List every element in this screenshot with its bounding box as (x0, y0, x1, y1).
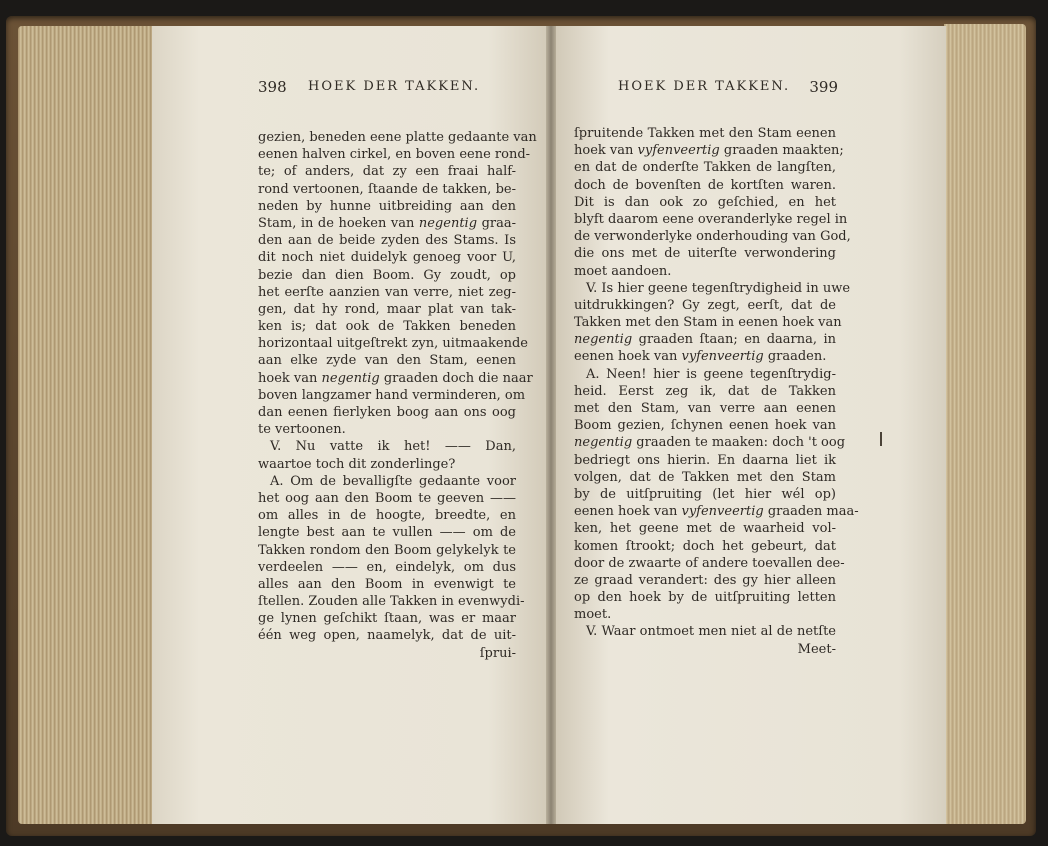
right-page-text (574, 125, 859, 658)
text-line: Stam, in de hoeken van negentig graa- (258, 215, 516, 231)
text-line: ſprui- (479, 645, 516, 661)
right-running-head (618, 78, 838, 98)
text-line: neden by hunne uitbreiding aan den (258, 198, 516, 214)
text-line: de verwonderlyke onderhouding van God, (574, 229, 851, 245)
text-line: het oog aan den Boom te geeven —— (258, 490, 516, 506)
text-line: V. Nu vatte ik het! —— Dan, (270, 439, 516, 455)
text-line: rond vertoonen, ſtaande de takken, be- (258, 181, 516, 197)
text-line: komen ſtrookt; doch het gebeurt, dat (574, 538, 836, 554)
text-line: ken is; dat ook de Takken beneden (258, 319, 516, 335)
text-line: A. Om de bevalligſte gedaante voor (270, 473, 516, 489)
text-line: bezie dan dien Boom. Gy zoudt, op (258, 267, 516, 283)
text-line: gezien, beneden eene platte gedaante van (258, 130, 537, 145)
text-line: waartoe toch dit zonderlinge? (258, 456, 456, 472)
page-edges-left (18, 26, 158, 824)
left-running-head (258, 78, 528, 98)
text-line: heid. Eerst zeg ik, dat de Takken (574, 383, 836, 399)
left-head-title: HOEK DER TAKKEN. (308, 79, 481, 94)
text-line: gen, dat hy rond, maar plat van tak- (258, 301, 516, 317)
page-edges-right (944, 24, 1026, 824)
text-line: dit noch niet duidelyk genoeg voor U, (258, 250, 516, 266)
right-head-title: HOEK DER TAKKEN. (618, 79, 791, 94)
text-line: Dit is dan ook zo geſchied, en het (574, 194, 836, 210)
text-line: volgen, dat de Takken met den Stam (574, 469, 836, 485)
left-page-text (258, 129, 537, 662)
text-line: eenen hoek van vyfenveertig graaden maa- (574, 504, 859, 520)
text-line: bedriegt ons hierin. En daarna liet ik (574, 452, 836, 468)
text-line: Meet- (797, 641, 836, 657)
left-page-number: 398 (258, 78, 287, 96)
text-line: dan eenen fierlyken boog aan ons oog (258, 405, 516, 420)
text-line: by de uitſpruiting (let hier wél op) (574, 486, 836, 502)
text-line: den aan de beide zyden des Stams. Is (258, 233, 516, 249)
text-line: om alles in de hoogte, breedte, en (258, 508, 516, 524)
text-line: negentig graaden te maaken: doch 't oog (574, 435, 846, 451)
text-line: en dat de onderſte Takken de langſten, (574, 160, 836, 176)
text-line: lengte best aan te vullen —— om de (258, 525, 516, 541)
book-gutter (546, 26, 556, 824)
text-line: het eerſte aanzien van verre, niet zeg- (258, 284, 516, 300)
text-line: moet aandoen. (574, 263, 672, 279)
text-line: Takken met den Stam in eenen hoek van (574, 315, 842, 331)
text-line: die ons met de uiterſte verwondering (574, 246, 836, 262)
text-line: horizontaal uitgeſtrekt zyn, uitmaakende (258, 336, 528, 352)
text-line: moet. (574, 607, 612, 623)
text-line: hoek van negentig graaden doch die naar (258, 370, 533, 386)
text-line: boven langzamer hand verminderen, om (258, 387, 526, 403)
text-line: aan elke zyde van den Stam, eenen (258, 353, 516, 369)
text-line: te vertoonen. (258, 422, 346, 438)
text-line: met den Stam, van verre aan eenen (574, 401, 836, 416)
text-line: A. Neen! hier is geene tegenſtrydig- (586, 366, 836, 382)
text-line: uitdrukkingen? Gy zegt, eerſt, dat de (574, 297, 836, 313)
text-line: negentig graaden ſtaan; en daarna, in (574, 332, 836, 348)
text-line: ge lynen geſchikt ſtaan, was er maar (258, 611, 516, 627)
text-line: V. Is hier geene tegenſtrydigheid in uwe (586, 280, 851, 296)
text-line: verdeelen —— en, eindelyk, om dus (258, 559, 516, 575)
text-line: eenen halven cirkel, en boven eene rond- (258, 147, 531, 163)
text-line: door de zwaarte of andere toevallen dee- (574, 555, 845, 571)
text-line: ſtellen. Zouden alle Takken in evenwydi- (258, 594, 525, 610)
text-line: blyft daarom eene overanderlyke regel in (574, 211, 848, 227)
text-line: te; of anders, dat zy een fraai half- (258, 164, 516, 180)
text-line: hoek van vyfenveertig graaden maakten; (574, 143, 844, 159)
text-line: Takken rondom den Boom gelykelyk te (258, 542, 516, 558)
right-page-number: 399 (809, 78, 838, 96)
text-line: ſpruitende Takken met den Stam eenen (574, 126, 836, 141)
text-line: ze graad verandert: des gy hier alleen (574, 572, 836, 588)
text-line: alles aan den Boom in evenwigt te (258, 576, 516, 592)
text-line: ken, het geene met de waarheid vol- (574, 521, 836, 537)
text-line: één weg open, naamelyk, dat de uit- (258, 628, 516, 644)
text-line: doch de bovenſten de kortſten waren. (574, 177, 836, 193)
text-line: eenen hoek van vyfenveertig graaden. (574, 349, 827, 365)
stray-mark (880, 432, 882, 446)
text-line: op den hoek by de uitſpruiting letten (574, 590, 836, 606)
text-line: Boom gezien, ſchynen eenen hoek van (574, 418, 836, 434)
text-line: V. Waar ontmoet men niet al de netſte (586, 624, 836, 640)
